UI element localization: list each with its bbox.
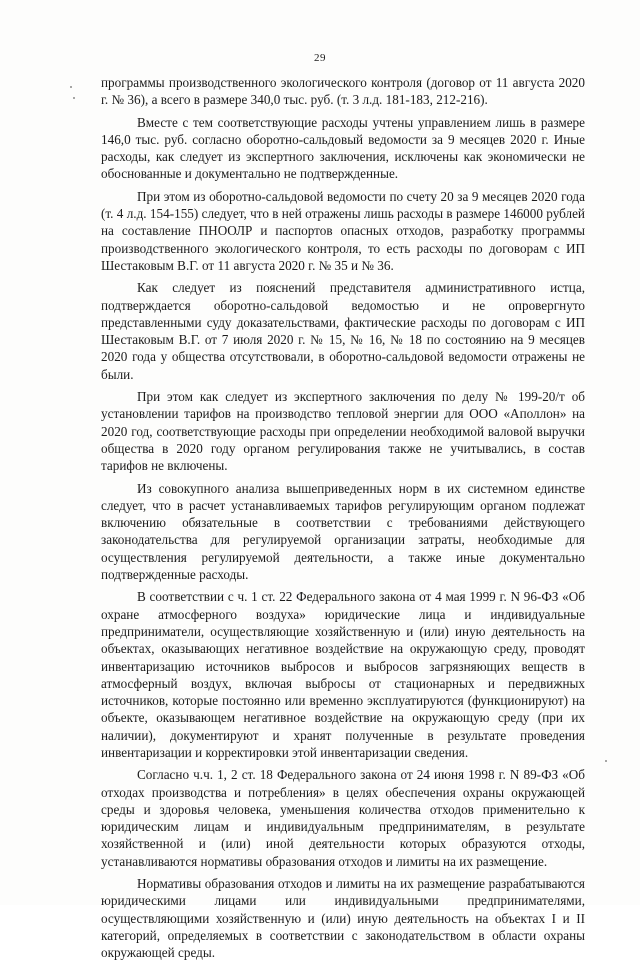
paragraph: Согласно ч.ч. 1, 2 ст. 18 Федерального закона от 24 июня 1998 г. N 89-ФЗ «Об отходах производства и потребления» в целях обеспечения охраны окружающей среды и здоровья человека, уменьшения количества отходов применительно к юридическим лицам и индивидуальным предпринимателям, в результате хозяйственной и (или) иной деятельности которых образуются отходы, устанавливаются нормативы образования отходов и лимиты на их размещение. xyxy=(101,767,585,869)
paragraph-continuation: программы производственного экологического контроля (договор от 11 августа 2020 г. № 36), а всего в размере 340,0 тыс. руб. (т. 3 л.д. 181-183, 212-216). xyxy=(101,75,585,108)
scan-speck xyxy=(70,86,72,88)
paragraph: Как следует из пояснений представителя административного истца, подтверждается оборотно-сальдовой ведомостью и не опровергнуто представленными суду доказательствами, фактические расходы по договорам с ИП Шестаковым В.Г. от 7 июля 2020 г. № 15, № 16, № 18 по состоянию на 9 месяцев 2020 года у общества отсутствовали, в оборотно-сальдовой ведомости отражены не были. xyxy=(101,280,585,382)
page-number: 29 xyxy=(314,52,326,64)
paragraph: При этом как следует из экспертного заключения по делу № 199-20/т об установлении тарифов на производство тепловой энергии для ООО «Аполлон» на 2020 год, соответствующие расходы при определении необходимой валовой выручки общества в 2020 году органом регулирования также не учитывались, в состав тарифов не включены. xyxy=(101,389,585,474)
paragraph: В соответствии с ч. 1 ст. 22 Федерального закона от 4 мая 1999 г. N 96-ФЗ «Об охране атмосферного воздуха» юридические лица и индивидуальные предприниматели, осуществляющие хозяйственную и (или) иную деятельность на объектах, оказывающих негативное воздействие на окружающую среду, проводят инвентаризацию источников выбросов и выбросов загрязняющих веществ в атмосферный воздух, включая выбросы от стационарных и передвижных источников, которые постоянно или временно эксплуатируются (функционируют) на объекте, оказывающем негативное воздействие на окружающую среду (при их наличии), документируют и хранят полученные в результате проведения инвентаризации и корректировки этой инвентаризации сведения. xyxy=(101,589,585,760)
paragraph: При этом из оборотно-сальдовой ведомости по счету 20 за 9 месяцев 2020 года (т. 4 л.д. 154-155) следует, что в ней отражены лишь расходы в размере 146000 рублей на составление ПНООЛР и паспортов опасных отходов, разработку программы производственного экологического контроля, то есть расходы по договорам с ИП Шестаковым В.Г. от 11 августа 2020 г. № 35 и № 36. xyxy=(101,188,585,273)
scan-speck xyxy=(605,760,607,762)
paragraph: Нормативы образования отходов и лимиты на их размещение разрабатываются юридическими лицами или индивидуальными предпринимателями, осуществляющими хозяйственную и (или) иную деятельность на объектах I и II категорий, определяемых в соответствии с законодательством в области охраны окружающей среды. xyxy=(101,876,585,961)
scan-speck xyxy=(73,97,75,99)
paragraph: Вместе с тем соответствующие расходы учтены управлением лишь в размере 146,0 тыс. руб. согласно оборотно-сальдовый ведомости за 9 месяцев 2020 г. Иные расходы, как следует из экспертного заключения, исключены как экономически не обоснованные и документально не подтвержденные. xyxy=(101,114,585,182)
paragraph: Из совокупного анализа вышеприведенных норм в их системном единстве следует, что в расчет устанавливаемых тарифов регулирующим органом подлежат включению обязательные в соответствии с требованиями действующего законодательства для регулируемой организации затраты, необходимые для осуществления регулируемой деятельности, а также иные документально подтвержденные расходы. xyxy=(101,480,585,583)
document-body xyxy=(101,74,585,967)
